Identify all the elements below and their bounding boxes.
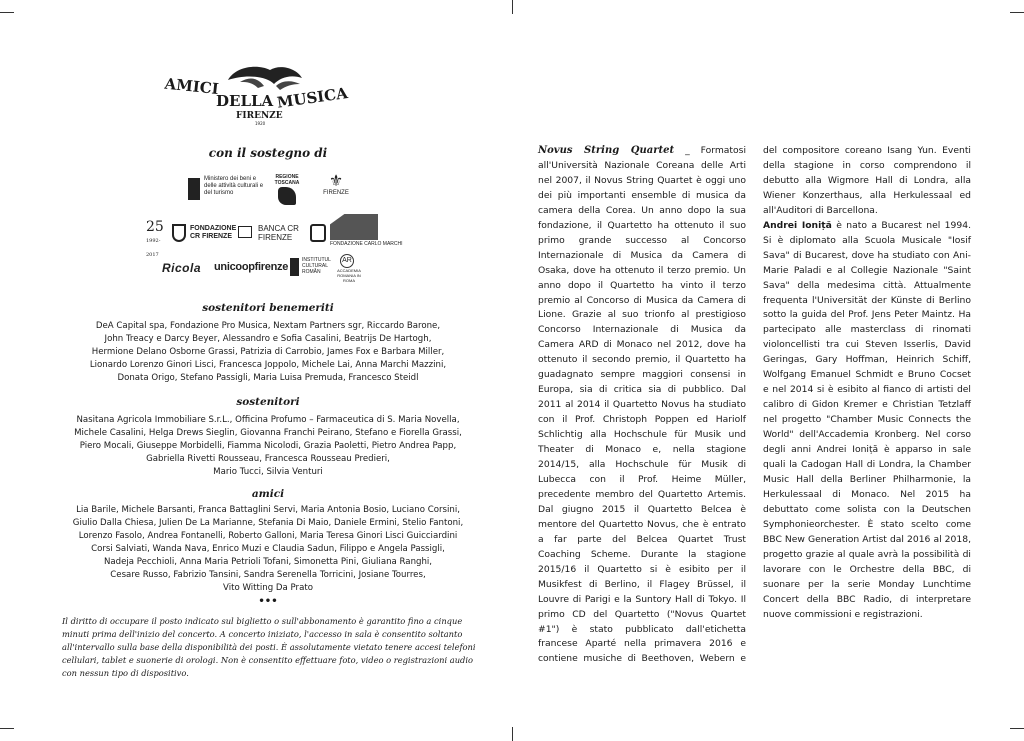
name-line: Nadeja Pecchioli, Anna Maria Petrioli Tofani, Simonetta Pini, Giuliana Ranghi, xyxy=(103,557,433,567)
sponsor-icr-logo xyxy=(290,256,330,282)
sponsor-comune-logo xyxy=(318,174,354,206)
sponsor-fondazione-cr-logo xyxy=(172,222,236,244)
section-title-sostenitori: sostenitori xyxy=(236,396,300,408)
name-line: Lionardo Lorenzo Ginori Lisci, Francesca Joppolo, Michele Lai, Anna Marchi Mazzini, xyxy=(89,360,447,370)
quartet-paragraph xyxy=(538,144,746,667)
name-line: Giulio Dalla Chiesa, Julien De La Marianne, Stefania Di Maio, Daniele Ermini, Stelio Fantoni, xyxy=(72,518,464,528)
stemma-icon xyxy=(310,224,326,242)
quartet-paragraph-continued: del compositore coreano Isang Yun. Eventi della stagione in corso comprendono il debutto alla Wigmore Hall di Londra, alla Wiener Konzerthaus, alla Herkulessaal ed all'Auditori di Barcellona. xyxy=(763,145,971,216)
name-line: Gabriella Rivetti Rousseau, Francesca Rousseau Predieri, xyxy=(146,454,390,464)
sponsor-banca-cr-logo xyxy=(238,222,308,244)
sponsor-icr-text: INSTITUTUL CULTURAL ROMÂN xyxy=(302,257,331,275)
sponsor-comune-text: FIRENZE xyxy=(323,190,349,196)
bio-column-2 xyxy=(763,144,971,623)
sponsor-unicoop-logo: unicoopfirenze xyxy=(214,261,289,273)
logo-text-amici: AMICI xyxy=(163,74,220,99)
name-line: John Treacy e Darcy Beyer, Alessandro e Sofia Casalini, Beatrijs De Hartogh, xyxy=(104,334,432,344)
sponsor-toscana-text: REGIONE TOSCANA xyxy=(274,174,300,186)
sponsor-25-anni-logo xyxy=(146,219,168,258)
amici-della-musica-logo xyxy=(158,62,368,128)
name-line: Piero Mocali, Giuseppe Morbidelli, Fiamma Nicolodi, Grazia Paoletti, Pietro Andrea Papp, xyxy=(79,441,457,451)
name-line: Mario Tucci, Silvia Venturi xyxy=(213,467,323,477)
andrei-paragraph xyxy=(763,219,971,623)
amici-list xyxy=(58,504,478,595)
sponsor-carlo-marchi-logo xyxy=(330,214,403,248)
sponsor-toscana-logo xyxy=(272,174,302,204)
name-line: Michele Casalini, Helga Drews Sieglin, Giovanna Franchi Peirano, Stefano e Fiorella Grassi, xyxy=(74,428,462,438)
separator-dots: ••• xyxy=(258,596,278,607)
access-notice: Il diritto di occupare il posto indicato sul biglietto o sull'abbonamento è garantito fino a cinque minuti prima dell'inizio del concerto. A concerto iniziato, l'accesso in sala è consentito soltanto all'intervallo sulla base della disponibilità dei posti. È assolutamente vietato tenere accesi telefoni cellulari, tablet e suonerie di orologi. Non è consentito effettuare foto, video o registrazioni audio con nessun tipo di dispositivo. xyxy=(62,616,476,678)
name-line: Lia Barile, Michele Barsanti, Franca Battaglini Servi, Maria Antonia Bosio, Luciano Corsini, xyxy=(76,505,460,515)
fleur-de-lis-icon: ⚜ xyxy=(328,173,344,190)
sponsor-fondazione-cr-text: FONDAZIONE CR FIRENZE xyxy=(190,225,237,240)
andrei-text: è nato a Bucarest nel 1994. Si è diplomato alla Scuola Musicale "Iosif Sava" di Bucarest, dove ha studiato con Ani-Marie Paladi e al Collegie Nazionale "Saint Sava" della medesima città. Attualmente frequenta l'Universität der Künste di Berlino sotto la guida del Prof. Jens Peter Maintz. Ha partecipato alle masterclass di rinomati violoncellisti tra cui Steven Isserlis, David Geringas, Gary Hoffman, Heinrich Schiff, Wolfgang Emanuel Schmidt e Bruno Cocset e nel 2014 si è esibito al fianco di artisti del calibro di Gidon Kremer e Christian Tetzlaff nel progetto "Chamber Music Connects the World" dell'Accademia Kronberg. Nel corso degli anni Andrei Ioniță è apparso in sale quali la Cadogan Hall di Londra, la Chamber Music Hall della Berliner Philharmonie, la Herkulessaal di Monaco. Nel 2015 ha debuttato come solista con la Deutschen Symphonieorchester. È stato scelto come BBC New Generation Artist dal 2016 al 2018, progetto grazie al quale avrà la possibilità di lavorare con le Orchestre della BBC, di suonare per la serie Monday Lunchtime Concert della BBC Radio, di interpretare nuove commissioni e registrazioni. xyxy=(763,219,971,620)
section-title-amici: amici xyxy=(251,488,285,500)
sponsor-mibact-logo xyxy=(188,176,268,206)
andrei-name: Andrei Ioniță xyxy=(763,219,832,231)
quartet-name: Novus String Quartet xyxy=(538,145,675,156)
sponsor-accademia-logo xyxy=(334,254,364,282)
name-line: Vito Witting Da Prato xyxy=(223,583,313,593)
benemeriti-list xyxy=(58,320,478,385)
logo-text-firenze: FIRENZE xyxy=(236,111,283,121)
sponsor-carlo-marchi-text: FONDAZIONE CARLO MARCHI xyxy=(330,241,403,247)
building-icon xyxy=(330,214,378,240)
pegasus-icon xyxy=(278,187,296,205)
accademia-emblem-icon: AR xyxy=(340,254,354,268)
crop-mark xyxy=(1010,728,1024,729)
crop-mark xyxy=(512,0,513,14)
crop-mark xyxy=(512,727,513,741)
name-line: Hermione Delano Osborne Grassi, Patrizia di Carrobio, James Fox e Barbara Miller, xyxy=(91,347,445,357)
sponsor-mibact-text: Ministero dei beni e delle attività culturali e del turismo xyxy=(204,176,264,196)
name-line: Nasitana Agricola Immobiliare S.r.L., Officina Profumo – Farmaceutica di S. Maria Novella, xyxy=(76,415,460,425)
logo-text-della: DELLA xyxy=(216,92,274,110)
sponsor-banca-cr-text: BANCA CR FIRENZE xyxy=(258,224,299,242)
crop-mark xyxy=(1010,12,1024,13)
crop-mark xyxy=(0,12,14,13)
section-title-benemeriti: sostenitori benemeriti xyxy=(202,302,334,314)
name-line: DeA Capital spa, Fondazione Pro Musica, Nextam Partners sgr, Riccardo Barone, xyxy=(95,321,441,331)
sostenitori-list xyxy=(58,414,478,479)
name-line: Donata Origo, Stefano Passigli, Maria Luisa Premuda, Francesco Steidl xyxy=(117,373,419,383)
bank-icon xyxy=(238,226,252,238)
logo-emblem xyxy=(158,62,368,128)
crest-icon xyxy=(188,178,200,200)
icr-mark-icon xyxy=(290,258,299,276)
sponsor-25-years: 1992-2017 xyxy=(146,238,161,258)
logo-text-year: 1920 xyxy=(255,121,266,126)
sponsor-ricola-logo: Ricola xyxy=(162,261,202,275)
quartet-dash: _ xyxy=(674,145,701,156)
logo-text-musica: MUSICA xyxy=(275,83,349,112)
crop-mark xyxy=(0,728,14,729)
sponsor-25-number: 25 xyxy=(146,219,164,235)
shield-icon xyxy=(172,224,186,242)
bio-column-1 xyxy=(538,144,746,667)
sponsor-accademia-text: ACCADEMIA ROMANIA IN ROMA xyxy=(337,268,361,283)
name-line: Lorenzo Fasolo, Andrea Fontanelli, Roberto Galloni, Maria Teresa Ginori Lisci Guicciardini xyxy=(78,531,458,541)
name-line: Corsi Salviati, Wanda Nava, Enrico Muzi e Claudia Sadun, Filippo e Angela Passigli, xyxy=(91,544,445,554)
quartet-text: Formatosi all'Università Nazionale Coreana delle Arti nel 2007, il Novus String Quartet è oggi uno dei più importanti ensemble di musica da camera della Corea. Un anno dopo la sua fondazione, il Quartetto ha ottenuto il suo primo grande successo al Concorso Internazionale di Musica da Camera di Osaka, dove ha ottenuto il terzo premio. Un anno dopo il Quartetto ha vinto il terzo premio al Concorso di Musica da Camera di Lione. Grazie al suo trionfo al prestigioso Concorso Internazionale di Musica da Camera ARD di Monaco nel 2012, dove ha ottenuto il secondo premio, il Quartetto ha guadagnato sempre maggiori consensi in Europa, sia di critica sia di pubblico. Dal 2011 al 2014 il Quartetto Novus ha studiato con il Prof. Christoph Poppen ed Hariolf Schlichtig alla Hochschule für Musik und Theater di Monaco e, nella stagione 2014/15, alla Hochschule für Musik di Lubecca con il Prof. Heime Müller, precedente membro del Quartetto Artemis. Dal giugno 2015 il Quartetto Belcea è mentore del Quartetto Novus, che è entrato a far parte del Belcea Quartet Trust Coaching Scheme. Durante la stagione 2015/16 il Quartetto si è esibito per il Musikfest di Berlino, il Flagey Brüssel, il Louvre di Parigi e la Suntory Hall di Tokyo. Il primo CD del Quartetto ("Novus Quartet #1") è stato pubblicato dall'etichetta francese Aparté nella primavera 2016 e contiene musiche di Beethoven, Webern e xyxy=(538,145,746,665)
sponsors-heading: con il sostegno di xyxy=(208,146,328,160)
name-line: Cesare Russo, Fabrizio Tansini, Sandra Serenella Torricini, Josiane Tourres, xyxy=(110,570,426,580)
